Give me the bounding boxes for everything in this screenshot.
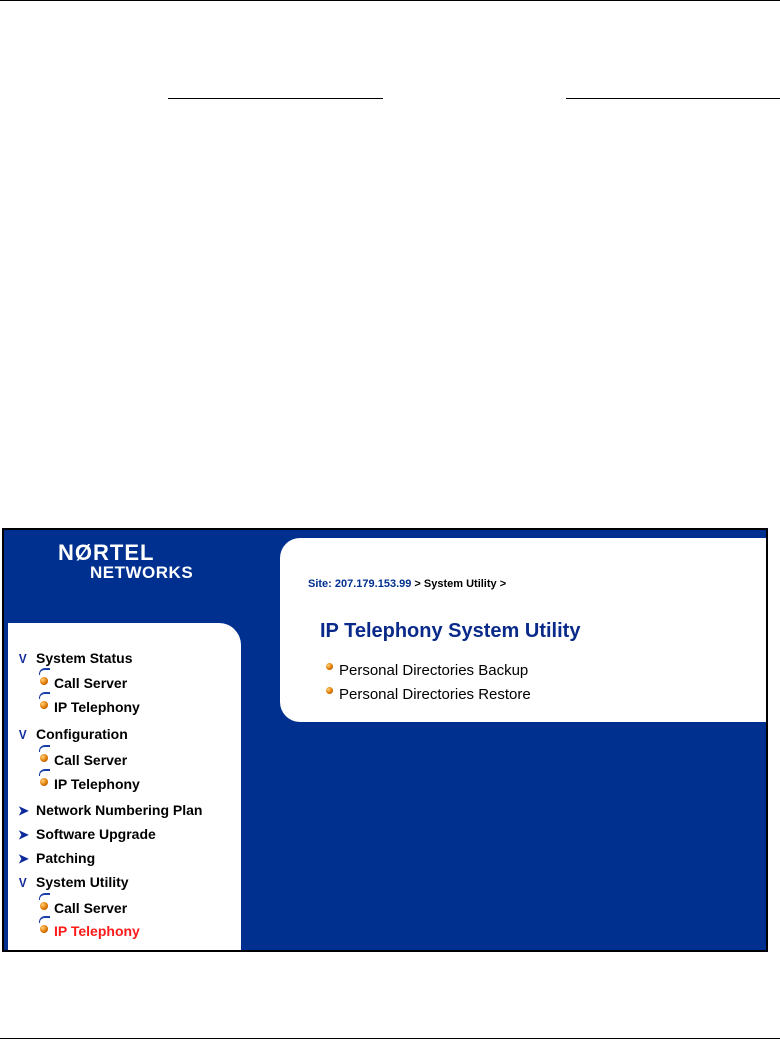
blank-underline	[566, 98, 780, 99]
sidebar-item-patching[interactable]	[18, 850, 95, 867]
logo-line1: NØRTEL	[58, 540, 155, 565]
orange-ball-icon	[40, 699, 54, 715]
sidebar-item-label: Patching	[36, 850, 96, 866]
sidebar-item-config-call-server[interactable]	[40, 752, 127, 768]
sidebar-item-system-utility[interactable]	[18, 874, 129, 890]
breadcrumb-site-link[interactable]: Site: 207.179.153.99	[308, 578, 412, 590]
sidebar-item-config-ip-telephony[interactable]	[40, 776, 140, 792]
sidebar-item-configuration[interactable]	[18, 726, 128, 742]
personal-directories-backup-link[interactable]	[326, 662, 528, 679]
breadcrumb-trail: > System Utility >	[411, 578, 507, 590]
chevron-right-icon: ➤	[18, 851, 29, 866]
orange-ball-icon	[40, 752, 54, 768]
sidebar-item-label: Call Server	[54, 675, 128, 691]
breadcrumb	[308, 578, 506, 590]
sidebar-nav	[8, 623, 241, 952]
sidebar-item-utility-ip-telephony[interactable]	[40, 923, 140, 939]
orange-ball-icon	[40, 776, 54, 792]
sidebar-item-label: Call Server	[54, 900, 128, 916]
sidebar-item-label: Software Upgrade	[36, 826, 156, 842]
sidebar-item-label: Network Numbering Plan	[36, 802, 203, 818]
sidebar-item-label: IP Telephony	[54, 776, 140, 792]
sidebar-item-label: System Status	[36, 650, 133, 666]
chevron-right-icon: ➤	[18, 803, 29, 818]
sidebar-item-software-upgrade[interactable]	[18, 826, 156, 843]
sidebar-item-label: IP Telephony	[54, 699, 140, 715]
link-label: Personal Directories Backup	[339, 662, 529, 679]
sidebar-item-status-call-server[interactable]	[40, 675, 127, 691]
bullet-icon	[326, 687, 333, 694]
page-bottom-rule	[0, 1038, 780, 1039]
nortel-logo	[58, 542, 193, 582]
blank-underline	[168, 98, 383, 99]
orange-ball-icon	[40, 675, 54, 691]
page-title: IP Telephony System Utility	[320, 620, 581, 642]
orange-ball-icon	[40, 923, 54, 939]
chevron-down-icon: V	[18, 651, 27, 666]
sidebar-item-label: Configuration	[36, 726, 128, 742]
sidebar-item-status-ip-telephony[interactable]	[40, 699, 140, 715]
chevron-down-icon: V	[18, 727, 27, 742]
page-top-rule	[0, 0, 780, 1]
sidebar-item-label: IP Telephony	[54, 923, 140, 939]
link-label: Personal Directories Restore	[339, 686, 531, 703]
orange-ball-icon	[40, 900, 54, 916]
screenshot-frame	[2, 528, 768, 952]
sidebar-item-utility-call-server[interactable]	[40, 900, 127, 916]
personal-directories-restore-link[interactable]	[326, 686, 531, 703]
chevron-right-icon: ➤	[18, 827, 29, 842]
logo-line2: NETWORKS	[90, 563, 194, 582]
chevron-down-icon: V	[18, 875, 27, 890]
bullet-icon	[326, 663, 333, 670]
sidebar-item-network-numbering-plan[interactable]	[18, 802, 202, 819]
sidebar-item-label: Call Server	[54, 752, 128, 768]
sidebar-item-system-status[interactable]	[18, 650, 132, 666]
content-panel	[280, 538, 766, 722]
sidebar-item-label: System Utility	[36, 874, 129, 890]
